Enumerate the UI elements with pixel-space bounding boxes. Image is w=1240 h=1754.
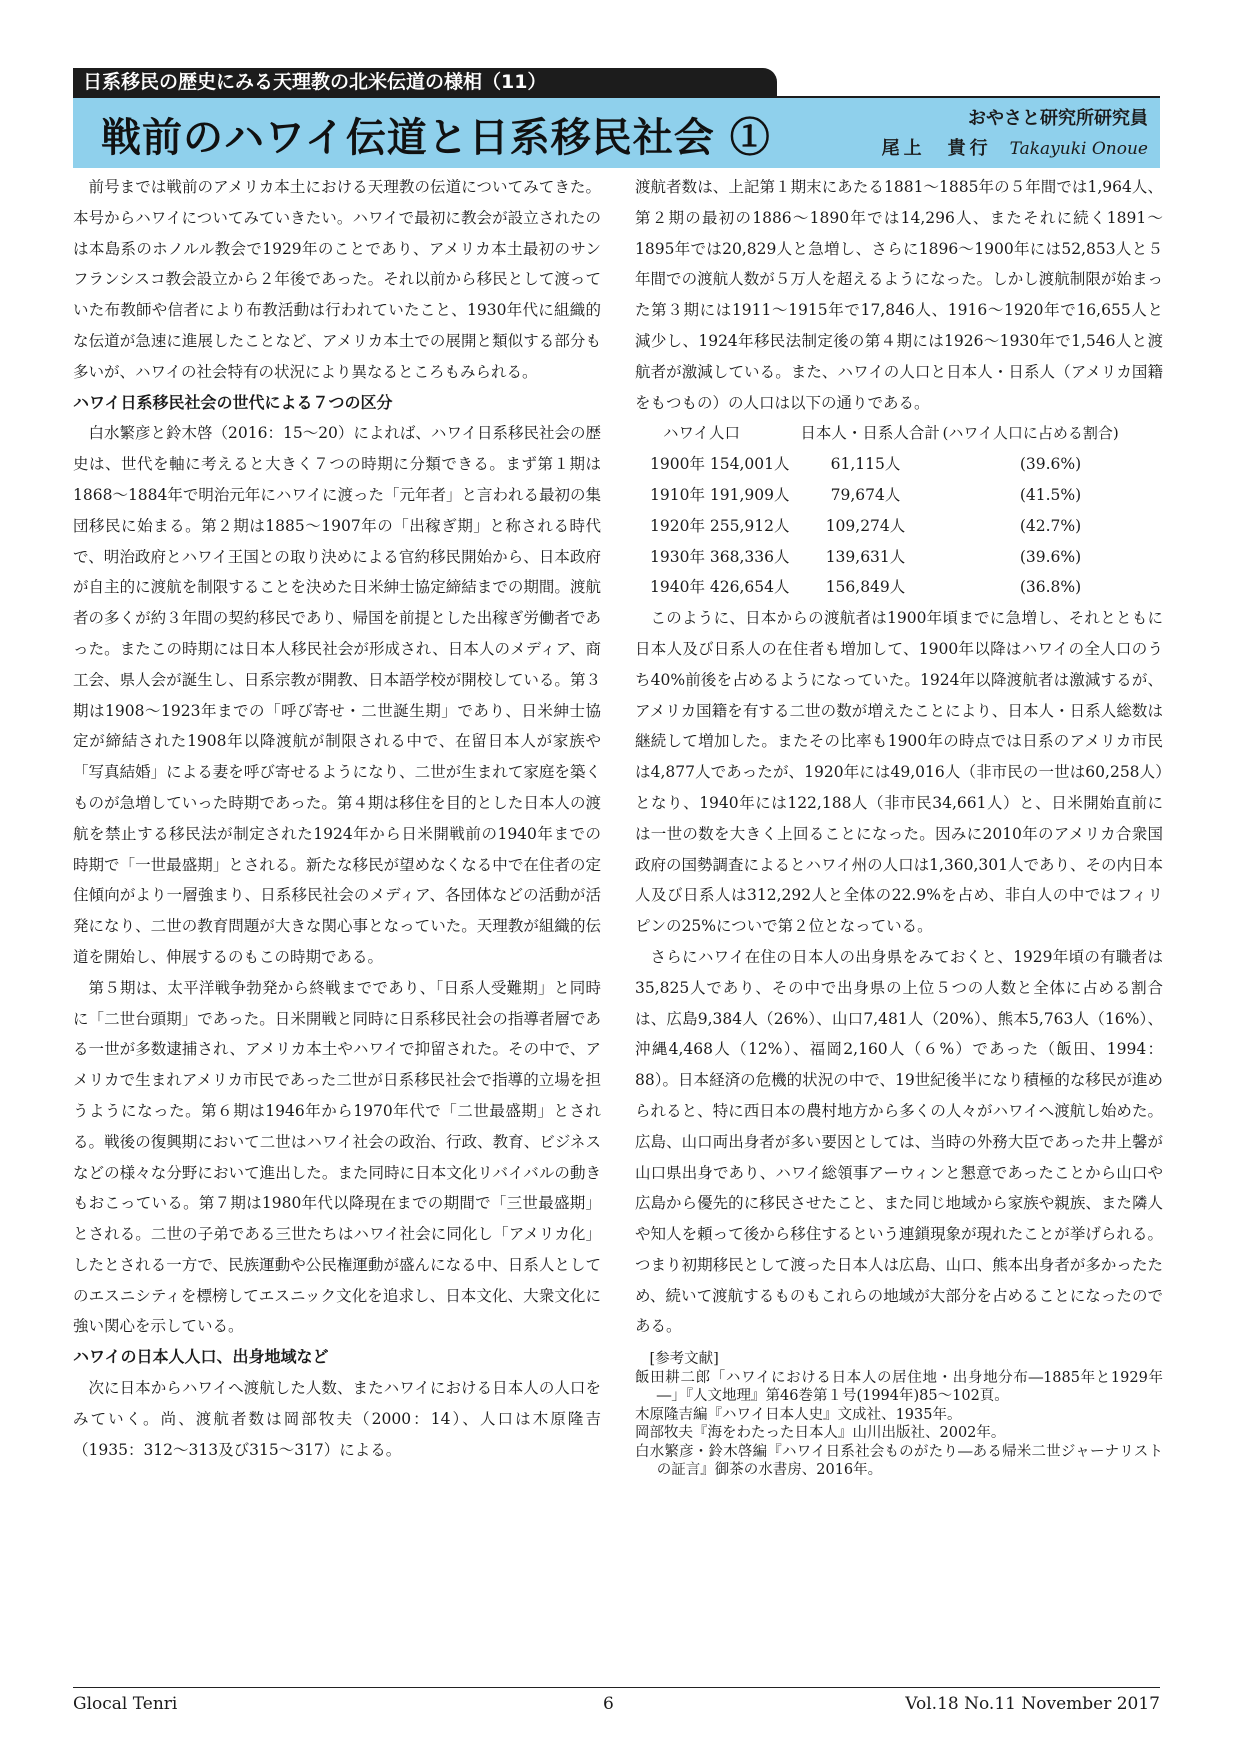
title-band	[73, 96, 1160, 168]
reference-item: 岡部牧夫『海をわたった日本人』山川出版社、2002年。	[635, 1425, 1006, 1442]
table-cell: 1930年 368,336人	[650, 547, 790, 566]
paragraph-sources: 次に日本からハワイへ渡航した人数、またハワイにおける日本人の人口をみていく。尚、渡航者数は岡部牧夫（2000：14）、人口は木原隆吉（1935：312～313及び315～317）による。	[73, 1379, 601, 1459]
page-footer	[73, 1687, 1160, 1714]
table-cell: 79,674人	[830, 485, 901, 504]
paragraph-origin-prefectures: さらにハワイ在住の日本人の出身県をみておくと、1929年頃の有職者は35,825人であり、その中で出身県の上位５つの人数と全体に占める割合は、広島9,384人（26%）、山口7,481人（20%）、熊本5,763人（16%）、沖縄4,468人（12%）、福岡2,160人（６%）であった（飯田、1994：88）。日本経済の危機的状況の中で、19世紀後半になり積極的な移民が進められると、特に西日本の農村地方から多くの人々がハワイへ渡航し始めた。広島、山口両出身者が多い要因としては、当時の外務大臣であった井上馨が山口県出身であり、ハワイ総領事アーウィンと懇意であったことから山口や広島から優先的に移民させたこと、また同じ地域から家族や親族、また隣人や知人を頼って後から移住するという連鎖現象が現れたことが挙げられる。つまり初期移民として渡った日本人は広島、山口、熊本出身者が多かったため、続いて渡航するものもこれらの地域が大部分を占めることになったのである。	[635, 947, 1163, 1336]
table-cell: (39.6%)	[1019, 547, 1082, 566]
table-cell: (41.5%)	[1019, 485, 1082, 504]
author-name-ja: 尾上 貴行	[881, 138, 992, 159]
reference-item: 白水繁彦・鈴木啓編『ハワイ日系社会ものがたり―ある帰米二世ジャーナリストの証言』御茶の水書房、2016年。	[635, 1443, 1163, 1479]
table-cell: 1910年 191,909人	[650, 485, 790, 504]
paragraph-periods-5-7: 第５期は、太平洋戦争勃発から終戦までであり、「日系人受難期」と同時に「二世台頭期」であった。日米開戦と同時に日系移民社会の指導者層である一世が多数逮捕され、アメリカ本土やハワイで抑留された。その中で、アメリカで生まれアメリカ市民であった二世が日系移民社会で指導的立場を担うようになった。第６期は1946年から1970年代で「二世最盛期」とされる。戦後の復興期において二世はハワイ社会の政治、行政、教育、ビジネスなどの様々な分野において進出した。また同時に日本文化リバイバルの動きもおこっている。第７期は1980年代以降現在までの期間で「三世最盛期」とされる。二世の子弟である三世たちはハワイ社会に同化し「アメリカ化」したとされる一方で、民族運動や公民権運動が盛んになる中、日系人としてのエスニシティを標榜してエスニック文化を追求し、日本文化、大衆文化に強い関心を示している。	[73, 978, 601, 1336]
journal-name: Glocal Tenri	[73, 1694, 178, 1714]
right-column	[635, 172, 1163, 1480]
issue-info: Vol.18 No.11 November 2017	[905, 1694, 1160, 1714]
table-header: 日本人・日系人合計	[800, 424, 940, 443]
table-cell: 1920年 255,912人	[650, 516, 790, 535]
left-column	[73, 172, 601, 1465]
article-title: 戦前のハワイ伝道と日系移民社会 ①	[101, 114, 771, 161]
table-header: ハワイ人口	[663, 424, 741, 443]
paragraph-population-trend: このように、日本からの渡航者は1900年頃までに急増し、それとともに日本人及び日系人の在住者も増加して、1900年以降はハワイの全人口のうち40%前後を占めるようになっていた。1924年以降渡航者は激減するが、アメリカ国籍を有する二世の数が増えたことにより、日本人・日系人総数は継続して増加した。またその比率も1900年の時点では日系のアメリカ市民は4,877人であったが、1920年には49,016人（非市民の一世は60,258人）となり、1940年には122,188人（非市民34,661人）と、日米開始直前には一世の数を大きく上回ることになった。因みに2010年のアメリカ合衆国政府の国勢調査によるとハワイ州の人口は1,360,301人であり、その内日本人及び日系人は312,292人と全体の22.9%を占め、非白人の中ではフィリピンの25%についで第２位となっている。	[635, 609, 1163, 936]
table-row	[635, 572, 1163, 603]
table-cell: 1940年 426,654人	[650, 578, 790, 597]
table-cell: (36.8%)	[1019, 578, 1082, 597]
reference-item: 木原隆吉編『ハワイ日本人史』文成社、1935年。	[635, 1406, 962, 1423]
paragraph-periods-1-4: 白水繁彦と鈴木啓（2016：15～20）によれば、ハワイ日系移民社会の歴史は、世代を軸に考えると大きく７つの時期に分類できる。まず第１期は1868～1884年で明治元年にハワイに渡った「元年者」と言われる最初の集団移民に始まる。第２期は1885～1907年の「出稼ぎ期」と称される時代で、明治政府とハワイ王国との取り決めによる官約移民開始から、日本政府が自主的に渡航を制限することを決めた日米紳士協定締結までの期間。渡航者の多くが約３年間の契約移民であり、帰国を前提とした出稼ぎ労働者であった。またこの時期には日本人移民社会が形成され、日本人のメディア、商工会、県人会が誕生し、日系宗教が開教、日本語学校が開校している。第３期は1908～1923年までの「呼び寄せ・二世誕生期」であり、日米紳士協定が締結された1908年以降渡航が制限される中で、在留日本人が家族や「写真結婚」による妻を呼び寄せるようになり、二世が生まれて家庭を築くものが急増していった時期であった。第４期は移住を目的とした日本人の渡航を禁止する移民法が制定された1924年から日米開戦前の1940年までの時期で「一世最盛期」とされる。新たな移民が望めなくなる中で在住者の定住傾向がより一層強まり、日系移民社会のメディア、各団体などの活動が活発になり、二世の教育問題が大きな関心事となっていた。天理教が組織的伝道を開始し、伸展するのもこの時期である。	[73, 424, 601, 966]
section-heading-generations: ハワイ日系移民社会の世代による７つの区分	[73, 392, 393, 412]
table-cell: 109,274人	[825, 516, 906, 535]
paragraph-migration-counts: 渡航者数は、上記第１期末にあたる1881～1885年の５年間では1,964人、第２期の最初の1886～1890年では14,296人、またそれに続く1891～1895年では20,829人と急増し、さらに1896～1900年には52,853人と５年間での渡航人数が５万人を超えるようになった。しかし渡航制限が始まった第３期には1911～1915年で17,846人、1916～1920年で16,655人と減少し、1924年移民法制定後の第４期には1926～1930年で1,546人と渡航者が激減している。また、ハワイの人口と日本人・日系人（アメリカ国籍をもつもの）の人口は以下の通りである。	[635, 178, 1163, 412]
series-title: 日系移民の歴史にみる天理教の北米伝道の様相（11）	[73, 68, 777, 96]
author-name-en: Takayuki Onoue	[1009, 139, 1148, 159]
author-affiliation: おやさと研究所研究員	[968, 108, 1148, 129]
population-table	[635, 418, 1163, 603]
reference-item: 飯田耕二郎「ハワイにおける日本人の居住地・出身地分布―1885年と1929年―」『人文地理』第46巻第１号(1994年)85～102頁。	[635, 1369, 1163, 1405]
table-row	[635, 542, 1163, 573]
table-cell: 139,631人	[825, 547, 906, 566]
author-byline	[882, 134, 1148, 160]
table-cell: (39.6%)	[1019, 455, 1082, 474]
table-header-row	[635, 418, 1163, 449]
paragraph-intro: 前号までは戦前のアメリカ本土における天理教の伝道についてみてきた。本号からハワイについてみていきたい。ハワイで最初に教会が設立されたのは本島系のホノルル教会で1929年のことであり、アメリカ本土最初のサンフランシスコ教会設立から２年後であった。それ以前から移民として渡っていた布教師や信者により布教活動は行われていたこと、1930年代に組織的な伝道が急速に進展したことなど、アメリカ本土での展開と類似する部分も多いが、ハワイの社会特有の状況により異なるところもみられる。	[73, 178, 601, 381]
table-cell: 1900年 154,001人	[650, 455, 790, 474]
references-heading: [参考文献]	[649, 1351, 719, 1368]
table-header: (ハワイ人口に占める割合)	[942, 424, 1119, 443]
references	[635, 1350, 1163, 1480]
page-number: 6	[603, 1694, 614, 1714]
section-heading-population: ハワイの日本人人口、出身地域など	[73, 1347, 329, 1367]
table-cell: 156,849人	[825, 578, 906, 597]
table-cell: (42.7%)	[1019, 516, 1082, 535]
table-cell: 61,115人	[830, 455, 901, 474]
table-row	[635, 480, 1163, 511]
table-row	[635, 511, 1163, 542]
table-row	[635, 449, 1163, 480]
